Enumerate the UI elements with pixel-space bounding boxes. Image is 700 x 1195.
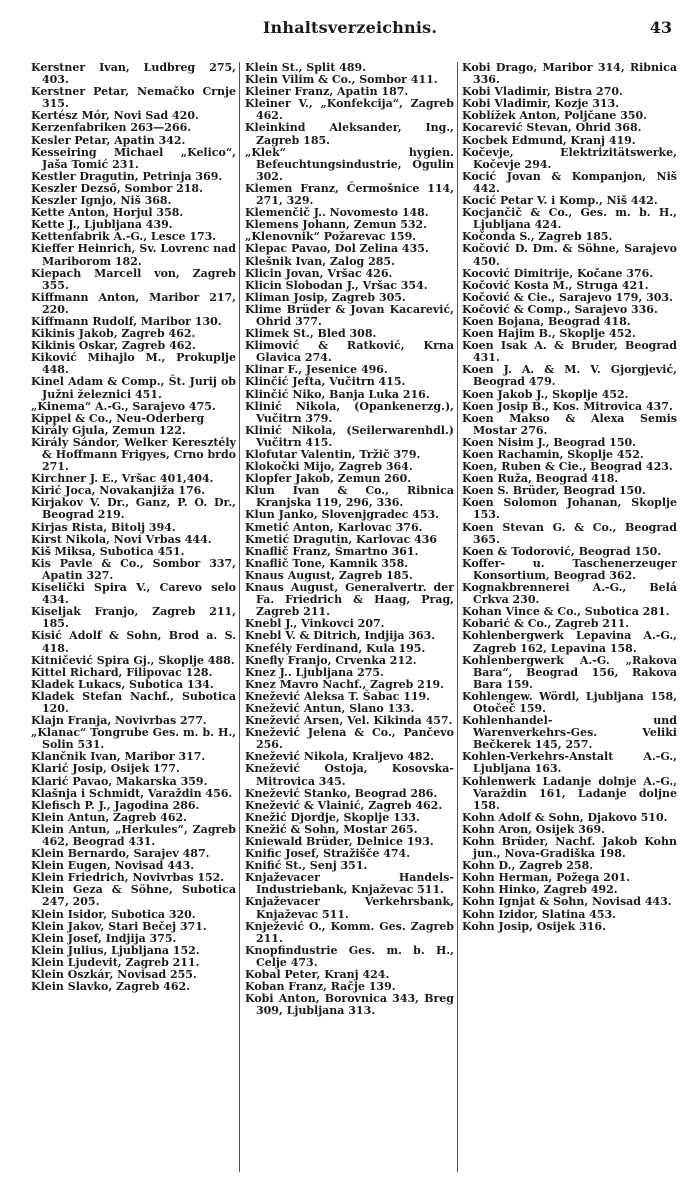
index-entry: Koen Rachamin, Skoplje 452. (462, 448, 644, 461)
index-entry: Klemens Johann, Zemun 532. (245, 218, 427, 232)
index-entry: Koblížek Anton, Poljčane 350. (462, 109, 647, 123)
index-entry: Kohn Aron, Osijek 369. (462, 822, 605, 836)
index-entry: Knežević Nikola, Kraljevo 482. (245, 750, 435, 764)
index-entry: Klein Eugen, Novisad 443. (31, 859, 195, 873)
page-title: Inhaltsverzeichnis. (262, 18, 438, 37)
index-entry: Knježević O., Komm. Ges. Zagreb 211. (245, 919, 454, 945)
index-entry: Knefly Franjo, Crvenka 212. (245, 653, 417, 667)
index-entry: Kladek Lukacs, Subotica 134. (31, 677, 214, 691)
index-entry: Klofutar Valentin, Tržič 379. (245, 448, 421, 461)
index-entry: Klein Isidor, Subotica 320. (31, 907, 196, 921)
index-entry: Kiselički Spira V., Carevo selo 434. (31, 581, 236, 607)
index-entry: Kiepach Marcell von, Zagreb 355. (31, 266, 236, 292)
index-entry: Kis Pavle & Co., Sombor 337, Apatin 327. (31, 556, 236, 582)
index-entry: Klepac Pavao, Dol Zelina 435. (245, 242, 429, 256)
index-entry: Klein Julius, Ljubljana 152. (31, 943, 200, 957)
index-entry: Knežić & Sohn, Mostar 265. (245, 822, 418, 836)
column-divider (239, 62, 240, 1172)
index-entry: Kesseiring Michael „Kelico“, Jaša Tomić 231. (31, 145, 236, 171)
index-entry: Klein Antun, Zagreb 462. (31, 810, 187, 824)
index-entry: Kočović Kosta M., Struga 421. (462, 278, 649, 292)
index-column-1 (31, 62, 236, 1182)
index-entry: Kette J., Ljubljana 439. (31, 218, 173, 232)
index-entry: Klimović & Ratković, Krna Glavica 274. (245, 339, 454, 365)
index-entry: Klime Brüder & Jovan Kacarević, Ohrid 377. (245, 302, 454, 328)
index-entry: Kleinkind Aleksander, Ing., Zagreb 185. (245, 121, 454, 147)
index-entry: Kocjančič & Co., Ges. m. b. H., Ljubljana 424. (462, 206, 677, 232)
index-entry: Klein Bernardo, Sarajev 487. (31, 847, 210, 861)
index-entry: Koen Bojana, Beograd 418. (462, 314, 631, 328)
index-column-2 (245, 62, 454, 1182)
index-entry: Klun Ivan & Co., Ribnica Kranjska 119, 296, 336. (245, 484, 454, 510)
index-entry: Kiffmann Rudolf, Maribor 130. (31, 314, 222, 328)
index-entry: Klinić Nikola, (Opankenerzg.), Vučitrn 379. (245, 399, 454, 425)
index-entry: Klein Vilim & Co., Sombor 411. (245, 73, 438, 87)
index-entry: Kmetić Anton, Karlovac 376. (245, 520, 423, 534)
index-entry: Klein St., Split 489. (245, 62, 366, 74)
index-entry: Koban Franz, Račje 139. (245, 980, 396, 994)
index-entry: Klemen Franz, Čermošnice 114, 271, 329. (245, 181, 454, 208)
index-entry: Kobi Vladimir, Kozje 313. (462, 97, 620, 111)
index-entry: Klefisch P. J., Jagodina 286. (31, 798, 200, 812)
index-entry: Király Gjula, Zemun 122. (31, 423, 186, 437)
index-entry: Kleiner Franz, Apatin 187. (245, 85, 409, 99)
index-entry: Kohn Adolf & Sohn, Djakovo 510. (462, 810, 668, 824)
index-entry: Kirst Nikola, Novi Vrbas 444. (31, 532, 212, 546)
index-entry: Kohlenbergwerk A.-G. „Rakova Bara“, Beograd 156, Rakova Bara 159. (462, 653, 677, 691)
index-entry: Kliman Josip, Zagreb 305. (245, 290, 406, 304)
index-entry: Kobi Drago, Maribor 314, Ribnica 336. (462, 62, 677, 87)
index-entry: Knaus August, Generalvertr. der Fa. Friedrich & Haag, Prag, Zagreb 211. (245, 581, 454, 619)
index-entry: Kocić Petar V. i Komp., Niš 442. (462, 194, 658, 208)
index-entry: Klicin Jovan, Vršac 426. (245, 266, 393, 280)
index-entry: Kohlenbergwerk Lepavina A.-G., Zagreb 162, Lepavina 158. (462, 629, 677, 655)
index-entry: Kohlen-Verkehrs-Anstalt A.-G., Ljubljana 163. (462, 750, 677, 776)
index-entry: Kiseljak Franjo, Zagreb 211, 185. (31, 605, 236, 631)
index-entry: Klein Oszkár, Novisad 255. (31, 968, 197, 982)
index-entry: Knez Mavro Nachf., Zagreb 219. (245, 677, 444, 691)
index-entry: Kocović Dimitrije, Kočane 376. (462, 266, 654, 280)
index-entry: Kirjakov V. Dr., Ganz, P. O. Dr., Beograd 219. (31, 496, 236, 522)
index-entry: Kerzenfabriken 263—266. (31, 121, 192, 135)
index-entry: Kerstner Ivan, Ludbreg 275, 403. (31, 62, 236, 87)
index-entry: Kestler Dragutin, Petrinja 369. (31, 169, 223, 183)
index-entry: „Klanac“ Tongrube Ges. m. b. H., Solin 531. (31, 726, 236, 752)
index-entry: Kieffer Heinrich, Sv. Lovrenc nad Mariborom 182. (31, 242, 236, 268)
index-entry: Kittel Richard, Filipovac 128. (31, 665, 213, 679)
index-entry: Knopfindustrie Ges. m. b. H., Celje 473. (245, 943, 454, 969)
index-entry: „Klek“ hygien. Befeuchtungsindustrie, Ogulin 302. (245, 145, 454, 183)
index-entry: Klun Janko, Slovenjgradec 453. (245, 508, 439, 522)
index-entry: „Klenovnik“ Požarevac 159. (245, 230, 417, 244)
index-entry: Kočović & Comp., Sarajevo 336. (462, 302, 658, 316)
index-entry: Kniewald Brüder, Delnice 193. (245, 835, 434, 848)
index-entry: Kobarić & Co., Zagreb 211. (462, 617, 630, 631)
index-entry: Klinić Nikola, (Seilerwarenhdl.) Vučitrn 415. (245, 423, 454, 449)
index-entry: Kocić Jovan & Kompanjon, Niš 442. (462, 169, 677, 195)
index-entry: Kočović D. Dm. & Söhne, Sarajevo 450. (462, 242, 677, 268)
index-entry: Koen Nisim J., Beograd 150. (462, 435, 636, 449)
index-entry: Kognakbrennerei A.-G., Belá Crkva 230. (462, 581, 677, 607)
index-entry: Knaflič Franz, Šmartno 361. (245, 544, 419, 558)
index-entry: Knežić Djordje, Skoplje 133. (245, 810, 420, 824)
index-entry: Klinar F., Jesenice 496. (245, 363, 388, 377)
index-entry: Kitničević Spira Gj., Skoplje 488. (31, 653, 235, 667)
index-entry: Kohn Herman, Požega 201. (462, 871, 631, 885)
index-entry: Kobi Anton, Borovnica 343, Breg 309, Ljubljana 313. (245, 992, 454, 1018)
index-entry: Kohlengew. Wördl, Ljubljana 158, Otočeč 159. (462, 689, 677, 715)
index-entry: Kiš Miksa, Subotica 451. (31, 544, 185, 558)
index-entry: Koen Ruža, Beograd 418. (462, 472, 619, 486)
index-entry: Koen & Todorović, Beograd 150. (462, 544, 662, 558)
index-entry: Kohlenhandel- und Warenverkehrs-Ges. Veliki Bečkerek 145, 257. (462, 714, 677, 752)
index-entry: Klein Slavko, Zagreb 462. (31, 980, 190, 994)
index-entry: Kesler Petar, Apatin 342. (31, 133, 186, 147)
index-entry: Klein Antun, „Herkules“, Zagreb 462, Beograd 431. (31, 822, 236, 848)
index-entry: Koen, Ruben & Cie., Beograd 423. (462, 460, 673, 474)
index-entry: Koen Josip B., Kos. Mitrovica 437. (462, 399, 673, 413)
column-divider (457, 62, 458, 1172)
index-entry: Kisić Adolf & Sohn, Brod a. S. 418. (31, 629, 236, 655)
index-entry: Klimek St., Bled 308. (245, 327, 377, 341)
index-entry: Klemenčič J.. Novomesto 148. (245, 206, 429, 220)
index-entry: Kočonda S., Zagreb 185. (462, 230, 613, 244)
index-entry: Klarić Pavao, Makarska 359. (31, 774, 208, 788)
index-entry: Kikinis Jakob, Zagreb 462. (31, 327, 196, 341)
index-entry: Kohn Brüder, Nachf. Jakob Kohn jun., Nova-Gradiška 198. (462, 835, 677, 861)
index-entry: Kmetić Dragutin, Karlovac 436 (245, 532, 438, 546)
index-entry: Klein Josef, Indjija 375. (31, 931, 177, 945)
page-number: 43 (649, 18, 672, 37)
index-entry: Knežević Stanko, Beograd 286. (245, 786, 438, 800)
index-entry: Knez J.. Ljubljana 275. (245, 665, 384, 679)
index-entry: Klokočki Mijo, Zagreb 364. (245, 460, 413, 474)
index-entry: Király Sándor, Welker Keresztély & Hoffmann Frigyes, Crno brdo 271. (31, 435, 236, 474)
index-entry: Kirić Joca, Novakanjiža 176. (31, 484, 206, 498)
index-entry: Kohn Hinko, Zagreb 492. (462, 883, 618, 897)
index-entry: Klinčić Jefta, Vučitrn 415. (245, 375, 406, 389)
index-entry: Koen Hajim B., Skoplje 452. (462, 327, 636, 341)
index-entry: Knežević Antun, Slano 133. (245, 701, 415, 715)
index-entry: Klešnik Ivan, Zalog 285. (245, 254, 395, 268)
index-entry: Kinel Adam & Comp., Št. Jurij ob Južni železnici 451. (31, 375, 236, 401)
index-entry: Kiffmann Anton, Maribor 217, 220. (31, 290, 236, 316)
index-entry: Kohan Vince & Co., Subotica 281. (462, 605, 670, 619)
index-entry: Kettenfabrik A.-G., Lesce 173. (31, 230, 217, 244)
index-entry: Kohn Ignjat & Sohn, Novisad 443. (462, 895, 672, 909)
index-entry: Kleiner V., „Konfekcija“, Zagreb 462. (245, 97, 454, 123)
index-entry: Kočevje, Elektrizitätswerke, Kočevje 294. (462, 145, 677, 171)
index-entry: Kirjas Rista, Bitolj 394. (31, 520, 176, 534)
index-entry: Koen S. Brüder, Beograd 150. (462, 484, 646, 498)
index-entry: Kohn Josip, Osijek 316. (462, 919, 606, 933)
index-column-3 (462, 62, 677, 1182)
index-entry: Knaflič Tone, Kamnik 358. (245, 556, 409, 570)
index-entry: Klinčić Niko, Banja Luka 216. (245, 387, 430, 401)
index-entry: Koen Makso & Alexa Semis Mostar 276. (462, 411, 677, 437)
index-entry: Keszler Ignjo, Niš 368. (31, 194, 172, 208)
index-entry: Koen J. A. & M. V. Gjorgjević, Beograd 479. (462, 363, 677, 389)
index-entry: Koen Isak A. & Bruder, Beograd 431. (462, 339, 677, 365)
index-entry: Kiković Mihajlo M., Prokuplje 448. (31, 351, 236, 377)
index-entry: Klarić Josip, Osijek 177. (31, 762, 180, 776)
index-entry: Koen Jakob J., Skoplje 452. (462, 387, 629, 401)
index-entry: Kocbek Edmund, Kranj 419. (462, 133, 636, 147)
index-entry: Kohn D., Zagreb 258. (462, 859, 594, 873)
index-entry: Knežević Ostoja, Kosovska-Mitrovica 345. (245, 762, 454, 788)
index-entry: Koen Solomon Johanan, Skoplje 153. (462, 496, 677, 522)
index-entry: Knific Josef, Stražišče 474. (245, 847, 411, 861)
index-entry: Kohlenwerk Ladanje dolnje A.-G., Varaždin 161, Ladanje doljne 158. (462, 774, 677, 812)
index-entry: Klein Friedrich, Novivrbas 152. (31, 871, 225, 885)
index-entry: Kobal Peter, Kranj 424. (245, 968, 390, 982)
index-entry: Klajn Franja, Novivrbas 277. (31, 714, 207, 728)
index-entry: Kerstner Petar, Nemačko Crnje 315. (31, 85, 236, 111)
index-entry: Kirchner J. E., Vršac 401,404. (31, 472, 214, 486)
index-entry: Koen Stevan G. & Co., Beograd 365. (462, 520, 677, 546)
index-entry: Kočović & Cie., Sarajevo 179, 303. (462, 290, 673, 304)
index-entry: Kippel & Co., Neu-Oderberg (31, 411, 205, 425)
index-entry: Klein Ljudevit, Zagreb 211. (31, 955, 200, 969)
index-entry: Kohn Izidor, Slatina 453. (462, 907, 616, 921)
index-entry: Knežević Aleksa T. Šabac 119. (245, 689, 431, 703)
index-entry: Knežević & Vlainić, Zagreb 462. (245, 798, 443, 812)
index-entry: Klašnja i Schmidt, Varaždin 456. (31, 786, 233, 800)
index-entry: Klein Geza & Söhne, Subotica 247, 205. (31, 883, 236, 909)
index-entry: Knebl V. & Ditrich, Indjija 363. (245, 629, 436, 643)
index-entry: Kladek Stefan Nachf., Subotica 120. (31, 689, 236, 715)
index-entry: Kikinis Oskar, Zagreb 462. (31, 339, 196, 353)
index-entry: Knežević Jelena & Co., Pančevo 256. (245, 726, 454, 752)
index-entry: Knaus August, Zagreb 185. (245, 568, 413, 582)
index-entry: Knežević Arsen, Vel. Kikinda 457. (245, 714, 453, 728)
index-entry: Knifić St., Senj 351. (245, 859, 368, 873)
index-entry: „Kinema“ A.-G., Sarajevo 475. (31, 399, 216, 413)
index-entry: Knefély Ferdinand, Kula 195. (245, 641, 426, 655)
index-entry: Keszler Dezső, Sombor 218. (31, 181, 203, 195)
index-entry: Knjaževacer Verkehrsbank, Knjaževac 511. (245, 895, 454, 921)
index-entry: Knjaževacer Handels-Industriebank, Knjaževac 511. (245, 871, 454, 897)
index-entry: Koffer- u. Taschenerzeuger Konsortium, Beograd 362. (462, 556, 677, 582)
index-entry: Klein Jakov, Stari Bečej 371. (31, 919, 207, 933)
index-entry: Klopfer Jakob, Zemun 260. (245, 472, 412, 486)
index-entry: Knebl J., Vinkovci 207. (245, 617, 385, 631)
index-entry: Kertész Mór, Novi Sad 420. (31, 109, 199, 123)
index-entry: Klicin Slobodan J., Vršac 354. (245, 278, 428, 292)
index-entry: Kette Anton, Horjul 358. (31, 206, 184, 220)
page-header (0, 18, 700, 40)
index-entry: Klančnik Ivan, Maribor 317. (31, 750, 206, 764)
index-entry: Kocarević Stevan, Ohrid 368. (462, 121, 642, 135)
index-entry: Kobi Vladimir, Bistra 270. (462, 85, 623, 99)
